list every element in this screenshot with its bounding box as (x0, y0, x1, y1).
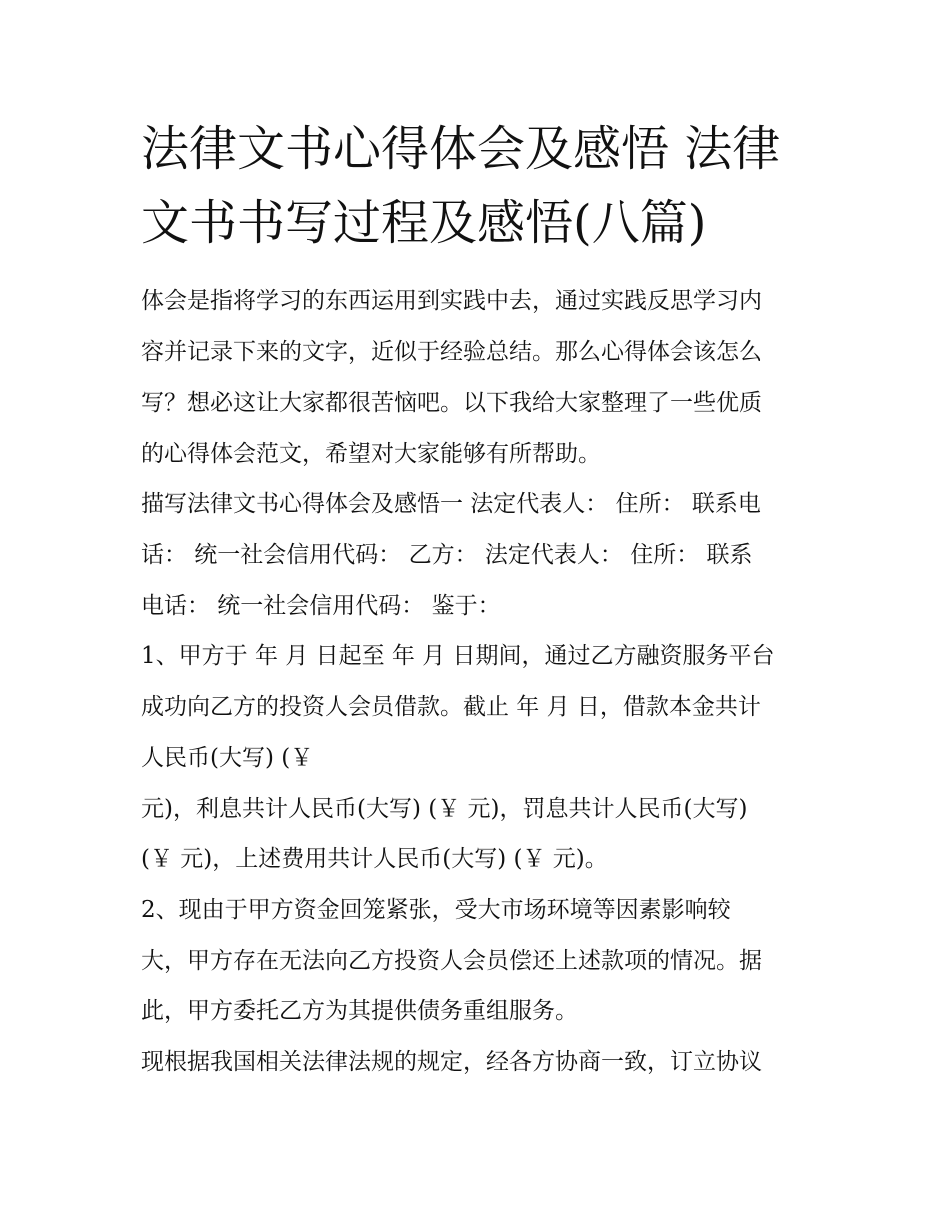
body-line: (￥ 元)，上述费用共计人民币(大写) (￥ 元)。 (141, 846, 608, 872)
body-line: 人民币(大写) (￥ (141, 745, 314, 771)
title-line-2: 文书书写过程及感悟(八篇) (141, 195, 707, 251)
document-title (141, 112, 821, 260)
body-line: 体会是指将学习的东西运用到实践中去，通过实践反思学习内 (141, 288, 762, 314)
body-line: 描写法律文书心得体会及感悟一 法定代表人： 住所： 联系电 (141, 491, 761, 517)
body-line: 现根据我国相关法律法规的规定，经各方协商一致，订立协议 (141, 1049, 762, 1075)
body-line: 话： 统一社会信用代码： 乙方： 法定代表人： 住所： 联系 (141, 542, 753, 568)
body-line: 元)，利息共计人民币(大写) (￥ 元)，罚息共计人民币(大写) (141, 796, 748, 822)
body-line: 1、甲方于 年 月 日起至 年 月 日期间，通过乙方融资服务平台 (141, 643, 775, 669)
body-line: 2、现由于甲方资金回笼紧张，受大市场环境等因素影响较 (141, 897, 731, 923)
body-line: 的心得体会范文，希望对大家能够有所帮助。 (141, 441, 601, 467)
body-line: 电话： 统一社会信用代码： 鉴于： (141, 593, 501, 619)
body-line: 写？想必这让大家都很苦恼吧。以下我给大家整理了一些优质 (141, 390, 762, 416)
title-line-1: 法律文书心得体会及感悟 法律 (141, 121, 781, 177)
body-line: 大，甲方存在无法向乙方投资人会员偿还上述款项的情况。据 (141, 948, 762, 974)
body-line: 成功向乙方的投资人会员借款。截止 年 月 日，借款本金共计 (141, 694, 761, 720)
body-line: 容并记录下来的文字，近似于经验总结。那么心得体会该怎么 (141, 339, 762, 365)
body-line: 此，甲方委托乙方为其提供债务重组服务。 (141, 998, 578, 1024)
